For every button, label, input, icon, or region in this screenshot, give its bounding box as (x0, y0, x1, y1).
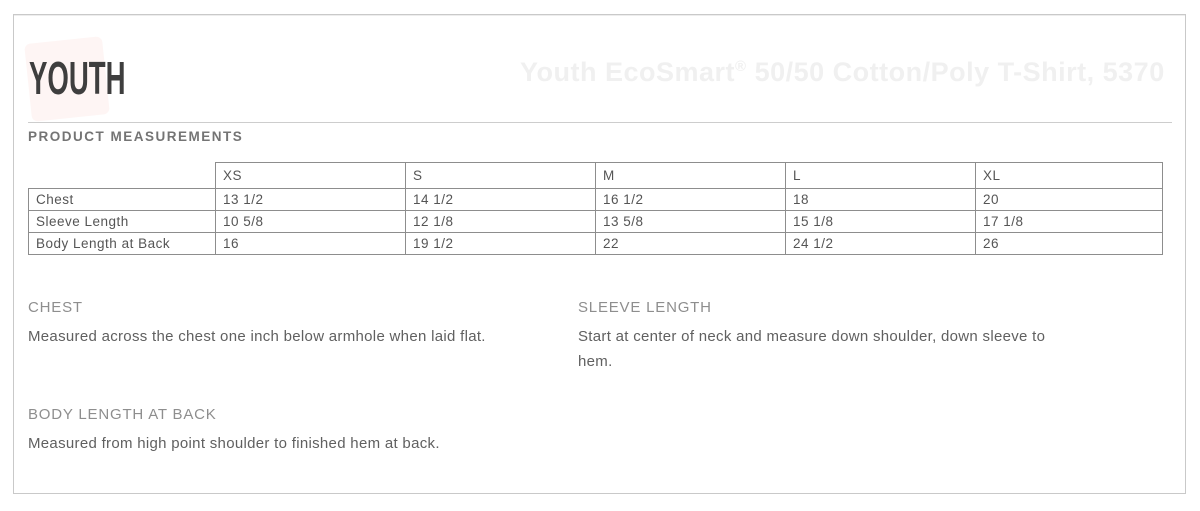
table-corner-cell (29, 163, 216, 189)
cell-body-xs: 16 (216, 233, 406, 255)
definition-text-body-length: Measured from high point shoulder to finished hem at back. (28, 435, 440, 452)
category-title: YOUTH (29, 52, 126, 104)
definition-heading-chest: CHEST (28, 299, 83, 316)
cell-chest-xs: 13 1/2 (216, 189, 406, 211)
cell-chest-s: 14 1/2 (406, 189, 596, 211)
cell-chest-m: 16 1/2 (596, 189, 786, 211)
column-header-l: L (786, 163, 976, 189)
registered-trademark-symbol: ® (735, 58, 747, 75)
cell-body-m: 22 (596, 233, 786, 255)
column-header-m: M (596, 163, 786, 189)
row-label-chest: Chest (29, 189, 216, 211)
cell-sleeve-xl: 17 1/8 (976, 211, 1163, 233)
definition-text-chest: Measured across the chest one inch below armhole when laid flat. (28, 328, 486, 345)
section-divider (28, 122, 1172, 123)
product-title-watermark (520, 57, 1165, 88)
definition-heading-body-length: BODY LENGTH AT BACK (28, 406, 217, 423)
cell-body-xl: 26 (976, 233, 1163, 255)
row-label-sleeve-length: Sleeve Length (29, 211, 216, 233)
cell-sleeve-m: 13 5/8 (596, 211, 786, 233)
cell-sleeve-s: 12 1/8 (406, 211, 596, 233)
section-title: PRODUCT MEASUREMENTS (28, 129, 244, 144)
table-row (29, 233, 1163, 255)
definition-text-sleeve-length: Start at center of neck and measure down shoulder, down sleeve to hem. (578, 328, 1046, 370)
row-label-body-length: Body Length at Back (29, 233, 216, 255)
measurements-table (28, 162, 1163, 255)
column-header-xl: XL (976, 163, 1163, 189)
table-header-row (29, 163, 1163, 189)
table-row (29, 211, 1163, 233)
product-title-name: Youth EcoSmart (520, 57, 736, 87)
cell-chest-l: 18 (786, 189, 976, 211)
column-header-s: S (406, 163, 596, 189)
column-header-xs: XS (216, 163, 406, 189)
cell-body-s: 19 1/2 (406, 233, 596, 255)
cell-sleeve-l: 15 1/8 (786, 211, 976, 233)
cell-sleeve-xs: 10 5/8 (216, 211, 406, 233)
product-title-rest: 50/50 Cotton/Poly T-Shirt, 5370 (746, 57, 1165, 87)
cell-chest-xl: 20 (976, 189, 1163, 211)
spec-sheet-panel (13, 14, 1186, 494)
definition-heading-sleeve-length: SLEEVE LENGTH (578, 299, 712, 316)
cell-body-l: 24 1/2 (786, 233, 976, 255)
table-row (29, 189, 1163, 211)
